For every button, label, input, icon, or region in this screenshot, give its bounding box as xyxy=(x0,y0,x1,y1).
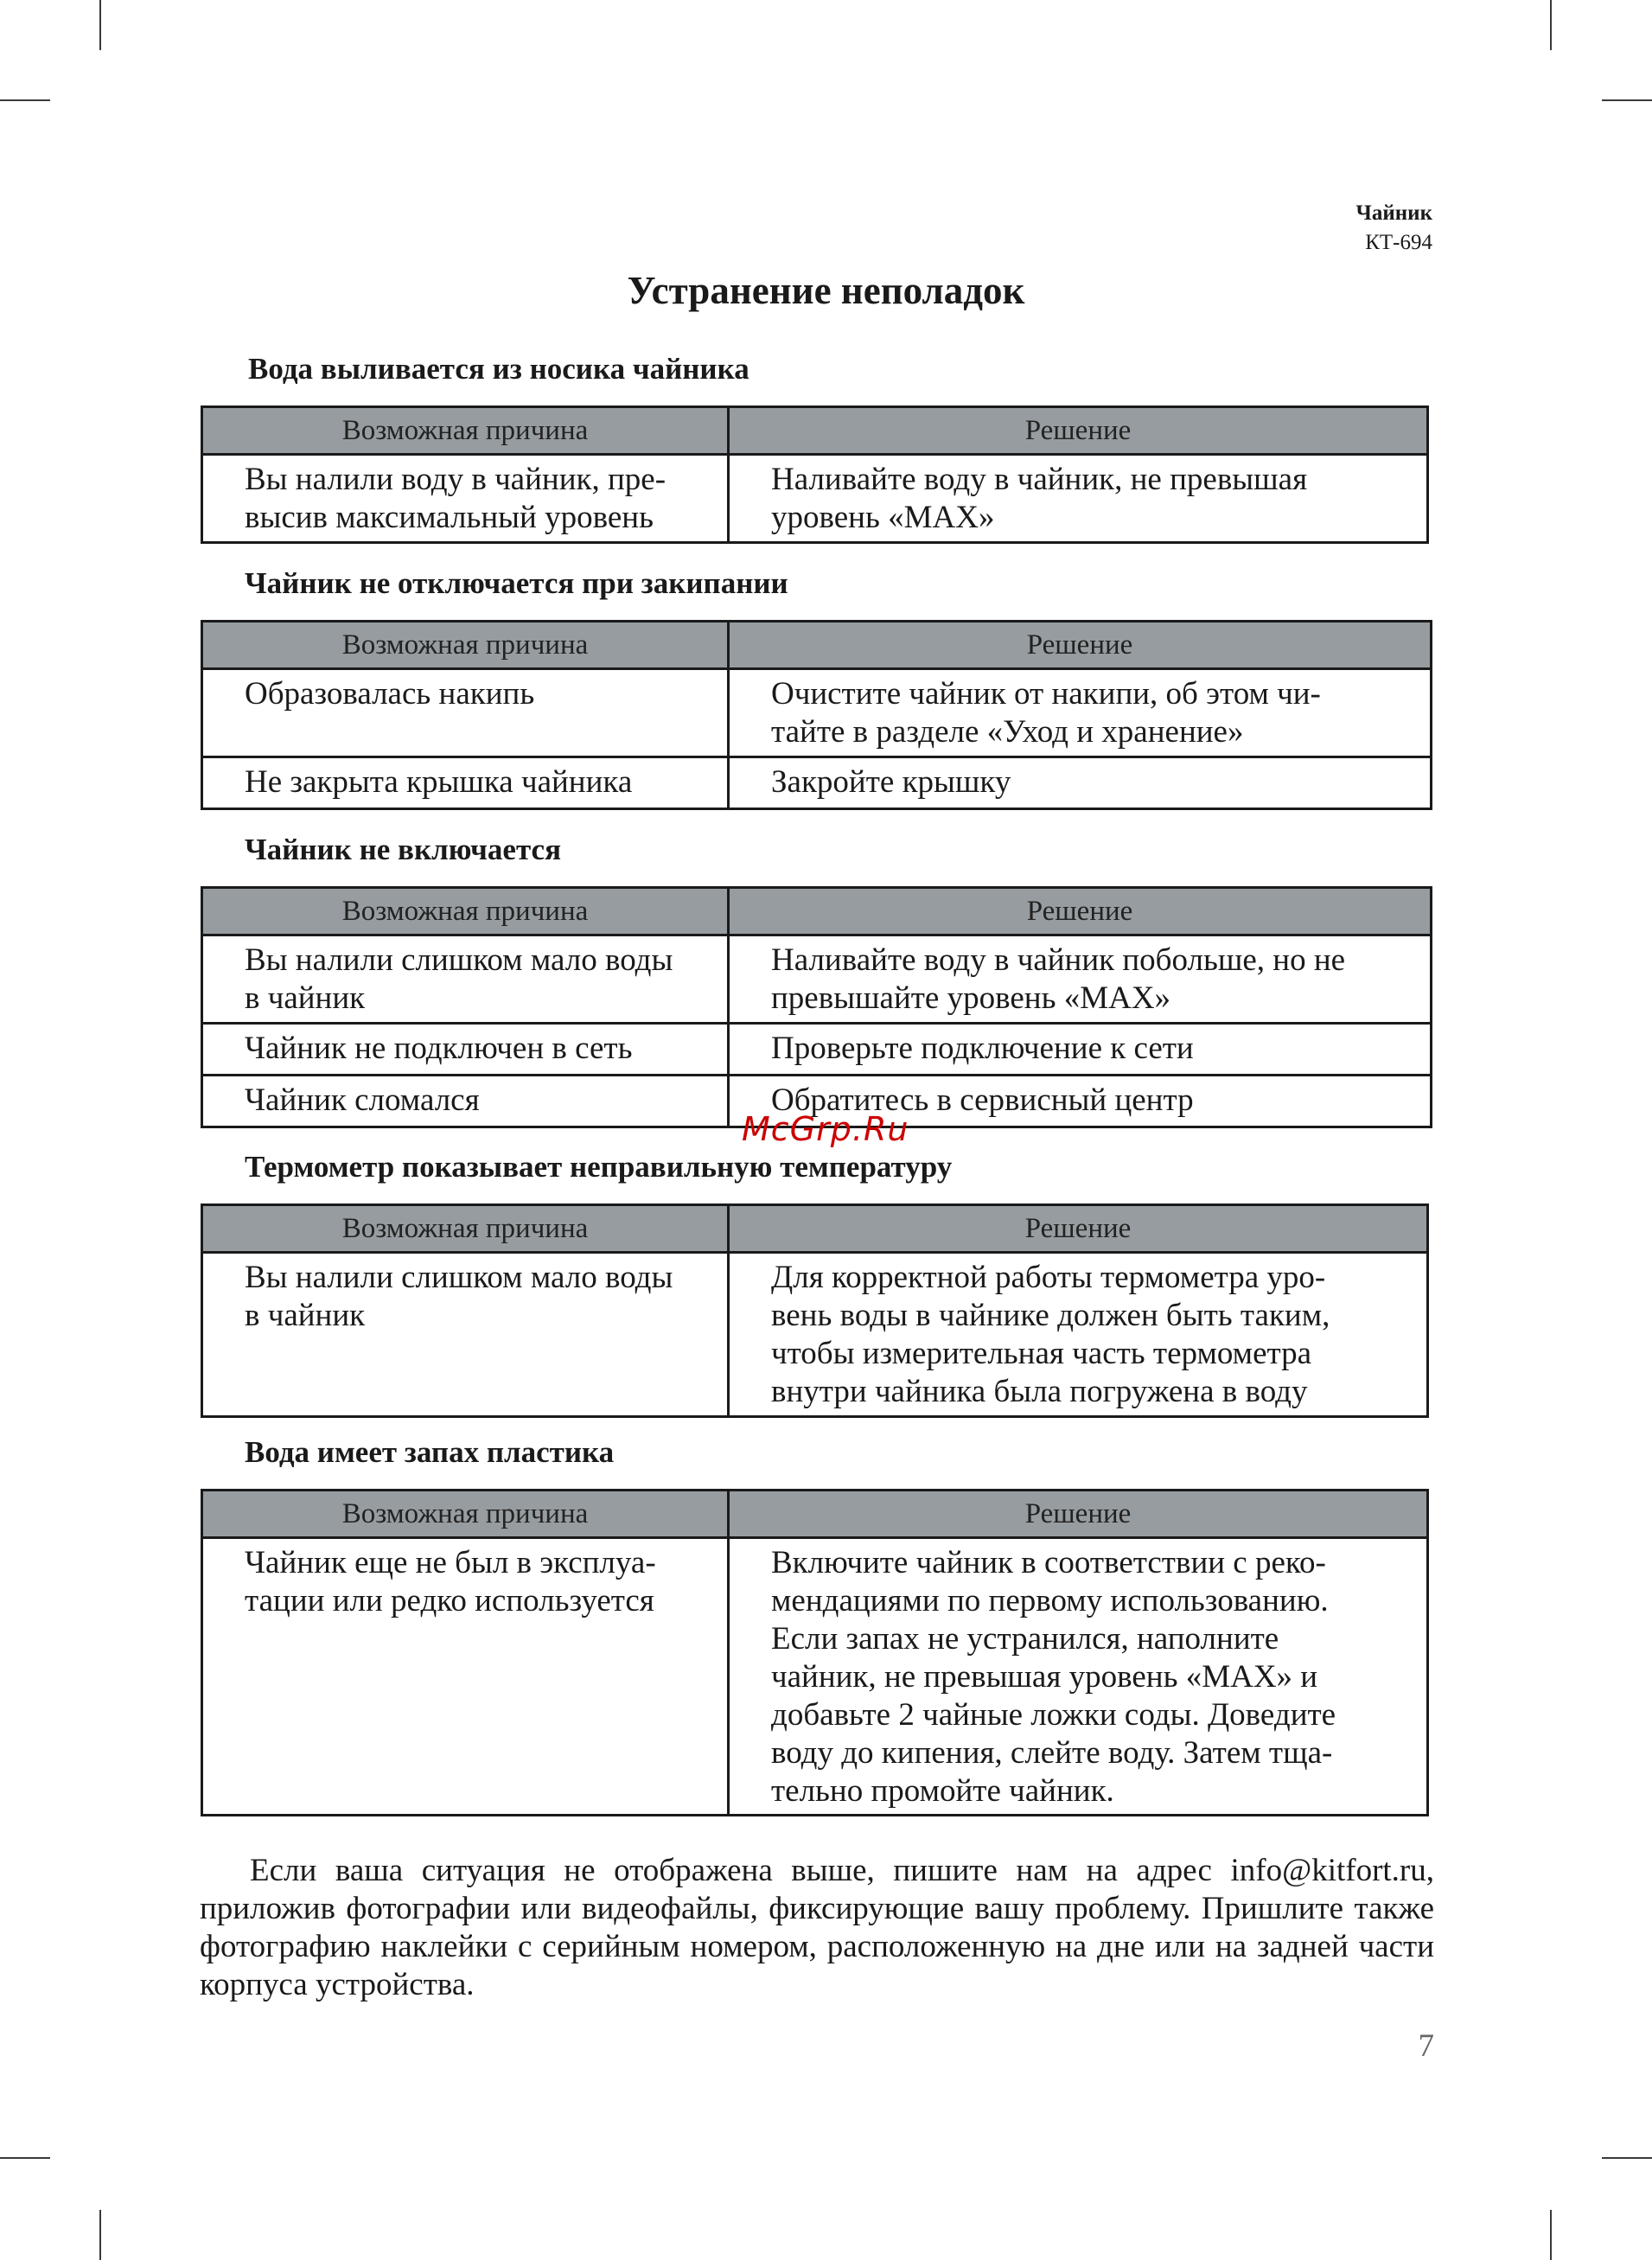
product-name: Чайник xyxy=(1355,201,1432,225)
column-header-solution: Решение xyxy=(729,622,1432,669)
solution-cell: Включите чайник в соответствии с реко- мендациями по первому использованию. Если запах не устранился, наполните чайник, не превышая уровень «MAX» и добавьте 2 чайные ложки соды. Доведите воду до кипения, слейте воду. Затем тща- тельно промойте чайник. xyxy=(729,1538,1428,1816)
crop-mark xyxy=(1602,99,1652,101)
cause-cell: Чайник не подключен в сеть xyxy=(202,1024,729,1076)
column-header-solution: Решение xyxy=(729,1491,1428,1538)
solution-cell: Обратитесь в сервисный центр xyxy=(729,1076,1432,1127)
cause-cell: Чайник сломался xyxy=(202,1076,729,1127)
section-title: Вода имеет запах пластика xyxy=(245,1435,615,1469)
trouble-table xyxy=(201,405,1429,544)
crop-mark xyxy=(1550,2210,1552,2260)
column-header-cause: Возможная причина xyxy=(202,407,729,455)
column-header-cause: Возможная причина xyxy=(202,1205,729,1253)
trouble-table xyxy=(201,886,1432,1128)
cause-cell: Чайник еще не был в эксплуа- тации или редко используется xyxy=(202,1538,729,1816)
running-header xyxy=(1356,199,1432,258)
solution-cell: Для корректной работы термометра уро- вень воды в чайнике должен быть таким, чтобы измерительная часть термометра внутри чайника была погружена в воду xyxy=(729,1253,1428,1417)
cause-cell: Вы налили слишком мало воды в чайник xyxy=(202,1253,729,1417)
crop-mark xyxy=(1550,0,1552,50)
solution-cell: Проверьте подключение к сети xyxy=(729,1024,1432,1076)
column-header-solution: Решение xyxy=(729,888,1432,935)
trouble-table xyxy=(201,620,1432,810)
table-header-row xyxy=(202,407,1428,455)
table-header-row xyxy=(202,622,1432,669)
cause-cell: Образовалась накипь xyxy=(202,669,729,757)
trouble-table xyxy=(201,1489,1429,1816)
column-header-cause: Возможная причина xyxy=(202,888,729,935)
table-header-row xyxy=(202,1205,1428,1253)
section-title: Чайник не отключается при закипании xyxy=(245,566,788,600)
solution-cell: Очистите чайник от накипи, об этом чи- тайте в разделе «Уход и хранение» xyxy=(729,669,1432,757)
section-title: Чайник не включается xyxy=(245,833,562,866)
table-row xyxy=(202,757,1432,809)
crop-mark xyxy=(99,0,101,50)
solution-cell: Закройте крышку xyxy=(729,757,1432,809)
model-number: КТ-694 xyxy=(1365,230,1432,254)
solution-cell: Наливайте воду в чайник, не превышая уровень «MAX» xyxy=(729,455,1428,543)
section-title: Термометр показывает неправильную температуру xyxy=(245,1150,953,1184)
trouble-table xyxy=(201,1203,1429,1418)
table-header-row xyxy=(202,888,1432,935)
contact-paragraph: Если ваша ситуация не отображена выше, пишите нам на адрес info@kitfort.ru, приложив фотографии или видеофайлы, фиксирующие вашу проблему. Пришлите также фотографию наклейки с серийным номером, расположенную на дне или на задней части корпуса устройства. xyxy=(200,1853,1434,2002)
table-row xyxy=(202,1024,1432,1076)
watermark: McGrp.Ru xyxy=(742,1110,909,1148)
table-row xyxy=(202,1253,1428,1417)
table-row xyxy=(202,1538,1428,1816)
table-row xyxy=(202,935,1432,1024)
section-title: Вода выливается из носика чайника xyxy=(248,352,749,386)
page-number: 7 xyxy=(1418,2028,1434,2064)
table-row xyxy=(202,669,1432,757)
crop-mark xyxy=(0,2157,50,2159)
column-header-cause: Возможная причина xyxy=(202,622,729,669)
table-header-row xyxy=(202,1491,1428,1538)
solution-cell: Наливайте воду в чайник побольше, но не превышайте уровень «MAX» xyxy=(729,935,1432,1024)
table-row xyxy=(202,455,1428,543)
cause-cell: Не закрыта крышка чайника xyxy=(202,757,729,809)
crop-mark xyxy=(99,2210,101,2260)
column-header-solution: Решение xyxy=(729,407,1428,455)
column-header-cause: Возможная причина xyxy=(202,1491,729,1538)
cause-cell: Вы налили слишком мало воды в чайник xyxy=(202,935,729,1024)
crop-mark xyxy=(1602,2157,1652,2159)
crop-mark xyxy=(0,99,50,101)
cause-cell: Вы налили воду в чайник, пре- высив максимальный уровень xyxy=(202,455,729,543)
page-title: Устранение неполадок xyxy=(627,269,1025,312)
column-header-solution: Решение xyxy=(729,1205,1428,1253)
